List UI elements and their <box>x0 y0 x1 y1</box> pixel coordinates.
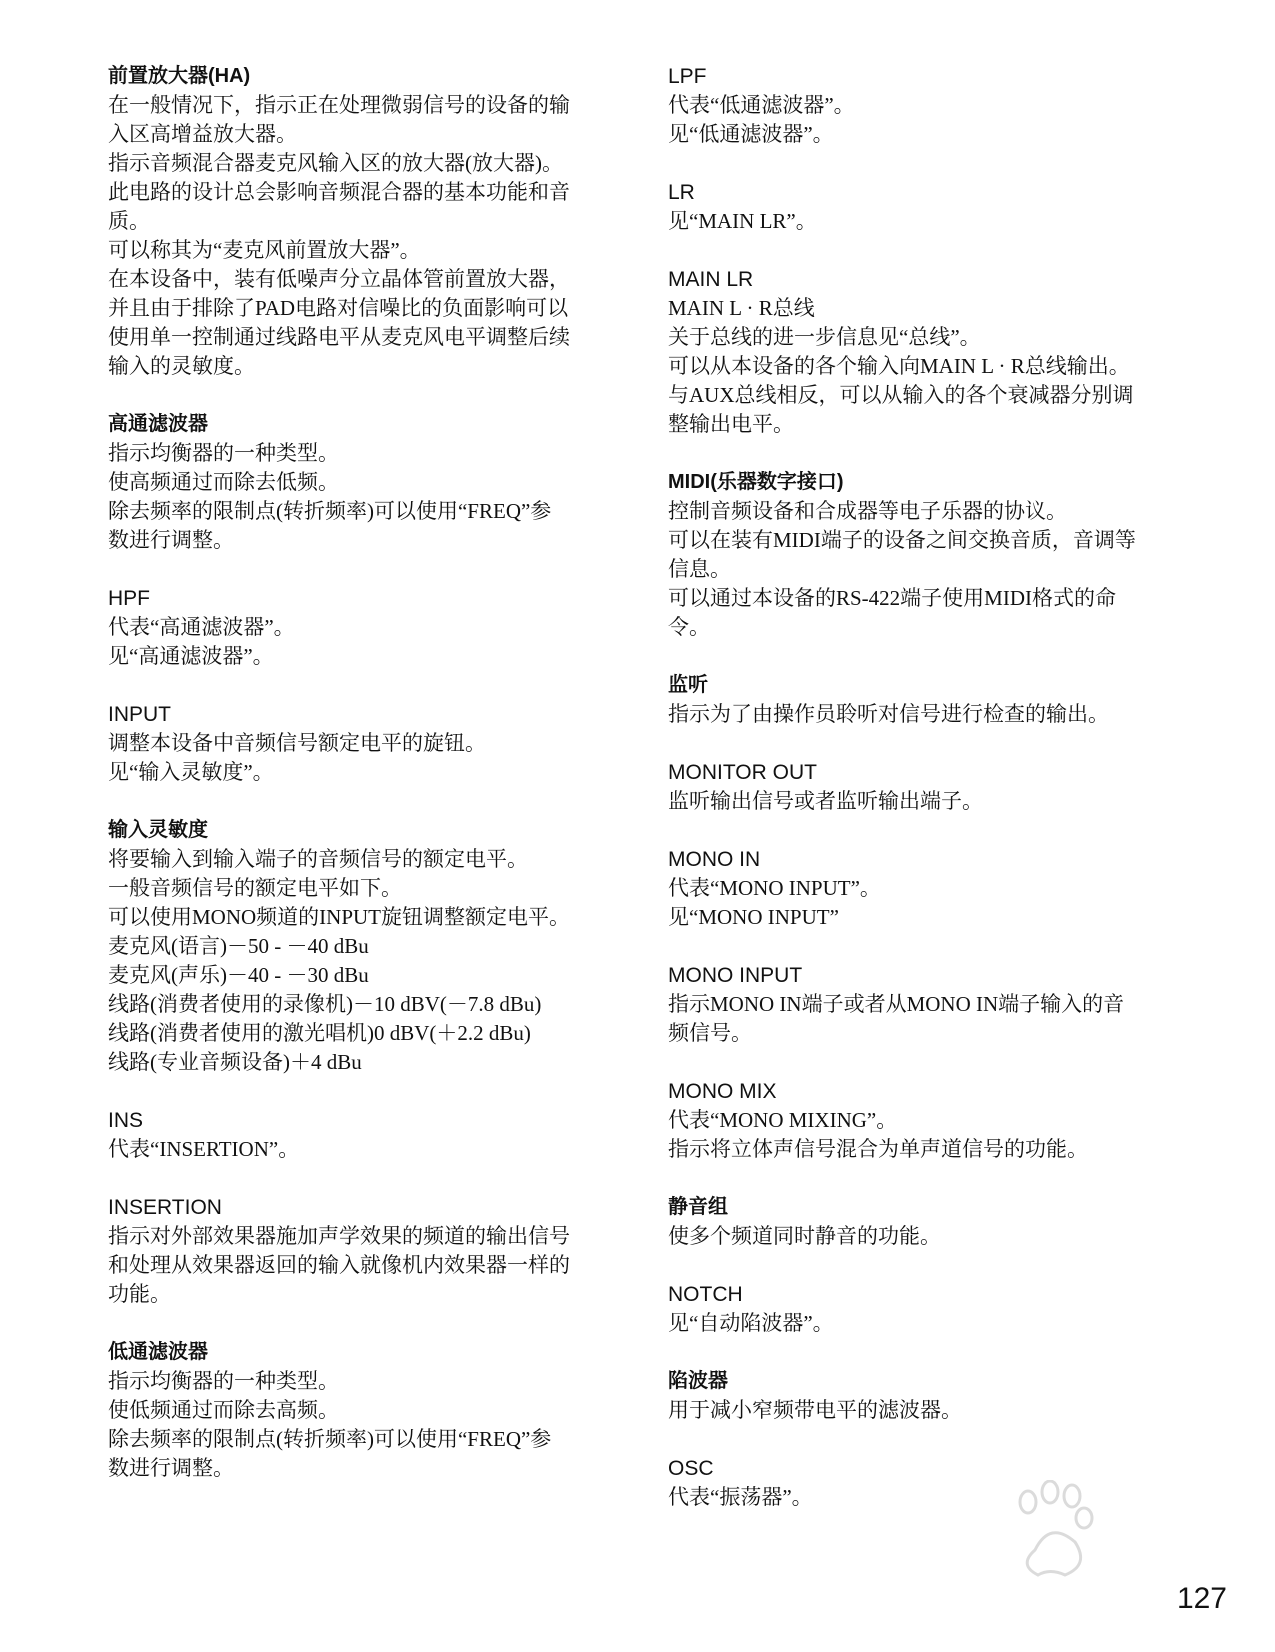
glossary-definition-line: 见“自动陷波器”。 <box>668 1311 834 1335</box>
glossary-entry <box>668 961 1168 1048</box>
glossary-entry <box>668 1193 1168 1251</box>
glossary-entry <box>108 584 608 671</box>
glossary-definition-line: 入区高增益放大器。 <box>108 122 297 146</box>
glossary-definition-line: 可以称其为“麦克风前置放大器”。 <box>108 238 421 262</box>
glossary-definition-line: 使多个频道同时静音的功能。 <box>668 1224 941 1248</box>
glossary-definition-line: 一般音频信号的额定电平如下。 <box>108 876 402 900</box>
glossary-term: NOTCH <box>668 1283 743 1306</box>
glossary-entry <box>108 1338 608 1483</box>
glossary-term: 监听 <box>668 674 708 696</box>
glossary-entry <box>668 1077 1168 1164</box>
glossary-definition-line: 见“高通滤波器”。 <box>108 644 274 668</box>
glossary-term: HPF <box>108 587 150 610</box>
glossary-definition-line: 监听输出信号或者监听输出端子。 <box>668 789 983 813</box>
glossary-definition-line: MAIN L · R总线 <box>668 296 815 320</box>
glossary-entry <box>668 62 1168 149</box>
glossary-definition-line: 可以从本设备的各个输入向MAIN L · R总线输出。 <box>668 354 1130 378</box>
glossary-definition-line: 质。 <box>108 209 150 233</box>
glossary-term: OSC <box>668 1457 714 1480</box>
glossary-definition-line: 除去频率的限制点(转折频率)可以使用“FREQ”参 <box>108 1427 552 1451</box>
glossary-definition-line: 功能。 <box>108 1282 171 1306</box>
glossary-term: MAIN LR <box>668 268 754 291</box>
glossary-definition-line: 可以使用MONO频道的INPUT旋钮调整额定电平。 <box>108 905 570 929</box>
glossary-entry <box>108 62 608 381</box>
glossary-definition-line: 代表“振荡器”。 <box>668 1485 813 1509</box>
glossary-definition-line: 指示音频混合器麦克风输入区的放大器(放大器)。 <box>108 151 563 175</box>
glossary-definition-line: 用于减小窄频带电平的滤波器。 <box>668 1398 962 1422</box>
glossary-definition-line: 控制音频设备和合成器等电子乐器的协议。 <box>668 499 1067 523</box>
glossary-definition-line: 此电路的设计总会影响音频混合器的基本功能和音 <box>108 180 570 204</box>
glossary-definition-line: 指示MONO IN端子或者从MONO IN端子输入的音 <box>668 992 1125 1016</box>
glossary-term: 陷波器 <box>668 1370 728 1392</box>
glossary-entry <box>668 468 1168 642</box>
glossary-term: MONO INPUT <box>668 964 803 987</box>
glossary-entry <box>668 758 1168 816</box>
glossary-entry <box>668 845 1168 932</box>
glossary-term: LR <box>668 181 695 204</box>
glossary-entry <box>668 671 1168 729</box>
glossary-term: MIDI(乐器数字接口) <box>668 471 844 493</box>
baidu-watermark-logo <box>900 1480 1210 1605</box>
glossary-entry <box>668 1280 1168 1338</box>
glossary-definition-line: 麦克风(声乐)－40 - －30 dBu <box>108 963 369 987</box>
glossary-definition-line: 线路(专业音频设备)＋4 dBu <box>108 1050 362 1074</box>
glossary-term: 静音组 <box>668 1196 728 1218</box>
glossary-term: 高通滤波器 <box>108 413 208 435</box>
glossary-entry <box>668 178 1168 236</box>
glossary-entry <box>108 410 608 555</box>
glossary-definition-line: 使高频通过而除去低频。 <box>108 470 339 494</box>
glossary-definition-line: 线路(消费者使用的激光唱机)0 dBV(＋2.2 dBu) <box>108 1021 531 1045</box>
glossary-entry <box>108 1193 608 1309</box>
glossary-definition-line: 在一般情况下，指示正在处理微弱信号的设备的输 <box>108 93 570 117</box>
glossary-definition-line: 见“输入灵敏度”。 <box>108 760 274 784</box>
glossary-definition-line: 指示对外部效果器施加声学效果的频道的输出信号 <box>108 1224 570 1248</box>
glossary-definition-line: 数进行调整。 <box>108 1456 234 1480</box>
glossary-term: 输入灵敏度 <box>108 819 208 841</box>
glossary-term: INSERTION <box>108 1196 222 1219</box>
glossary-definition-line: 使低频通过而除去高频。 <box>108 1398 339 1422</box>
glossary-entry <box>668 1367 1168 1425</box>
glossary-term: 低通滤波器 <box>108 1341 208 1363</box>
glossary-definition-line: 将要输入到输入端子的音频信号的额定电平。 <box>108 847 528 871</box>
glossary-definition-line: 指示将立体声信号混合为单声道信号的功能。 <box>668 1137 1088 1161</box>
glossary-definition-line: 信息。 <box>668 557 731 581</box>
glossary-definition-line: 见“MAIN LR”。 <box>668 209 817 233</box>
glossary-term: LPF <box>668 65 707 88</box>
glossary-definition-line: 代表“INSERTION”。 <box>108 1137 300 1161</box>
glossary-definition-line: 在本设备中，装有低噪声分立晶体管前置放大器， <box>108 267 570 291</box>
page-number: 127 <box>1176 1582 1227 1615</box>
glossary-entry <box>108 816 608 1077</box>
glossary-definition-line: 见“MONO INPUT” <box>668 905 839 929</box>
glossary-definition-line: 并且由于排除了PAD电路对信噪比的负面影响可以 <box>108 296 569 320</box>
glossary-definition-line: 和处理从效果器返回的输入就像机内效果器一样的 <box>108 1253 570 1277</box>
glossary-term: 前置放大器(HA) <box>108 65 251 87</box>
glossary-definition-line: 调整本设备中音频信号额定电平的旋钮。 <box>108 731 486 755</box>
glossary-term: MONO IN <box>668 848 761 871</box>
glossary-definition-line: 除去频率的限制点(转折频率)可以使用“FREQ”参 <box>108 499 552 523</box>
glossary-definition-line: 代表“MONO INPUT”。 <box>668 876 881 900</box>
glossary-definition-line: 令。 <box>668 615 710 639</box>
glossary-definition-line: 麦克风(语言)－50 - －40 dBu <box>108 934 369 958</box>
glossary-definition-line: 数进行调整。 <box>108 528 234 552</box>
glossary-definition-line: 代表“高通滤波器”。 <box>108 615 295 639</box>
glossary-definition-line: 指示为了由操作员聆听对信号进行检查的输出。 <box>668 702 1109 726</box>
glossary-term: MONO MIX <box>668 1080 777 1103</box>
glossary-definition-line: 可以通过本设备的RS-422端子使用MIDI格式的命 <box>668 586 1117 610</box>
glossary-definition-line: 线路(消费者使用的录像机)－10 dBV(－7.8 dBu) <box>108 992 542 1016</box>
glossary-definition-line: 指示均衡器的一种类型。 <box>108 1369 339 1393</box>
glossary-definition-line: 使用单一控制通过线路电平从麦克风电平调整后续 <box>108 325 570 349</box>
glossary-entry <box>668 265 1168 439</box>
glossary-term: INPUT <box>108 703 171 726</box>
glossary-definition-line: 输入的灵敏度。 <box>108 354 255 378</box>
glossary-term: INS <box>108 1109 144 1132</box>
glossary-term: MONITOR OUT <box>668 761 817 784</box>
glossary-definition-line: 指示均衡器的一种类型。 <box>108 441 339 465</box>
glossary-left-column <box>108 62 608 1512</box>
glossary-definition-line: 整输出电平。 <box>668 412 794 436</box>
glossary-definition-line: 见“低通滤波器”。 <box>668 122 834 146</box>
glossary-definition-line: 与AUX总线相反，可以从输入的各个衰减器分别调 <box>668 383 1134 407</box>
glossary-definition-line: 可以在装有MIDI端子的设备之间交换音质，音调等 <box>668 528 1136 552</box>
glossary-right-column <box>668 62 1168 1541</box>
glossary-entry <box>108 1106 608 1164</box>
glossary-definition-line: 频信号。 <box>668 1021 752 1045</box>
glossary-entry <box>108 700 608 787</box>
glossary-definition-line: 代表“MONO MIXING”。 <box>668 1108 898 1132</box>
glossary-definition-line: 关于总线的进一步信息见“总线”。 <box>668 325 981 349</box>
glossary-definition-line: 代表“低通滤波器”。 <box>668 93 855 117</box>
